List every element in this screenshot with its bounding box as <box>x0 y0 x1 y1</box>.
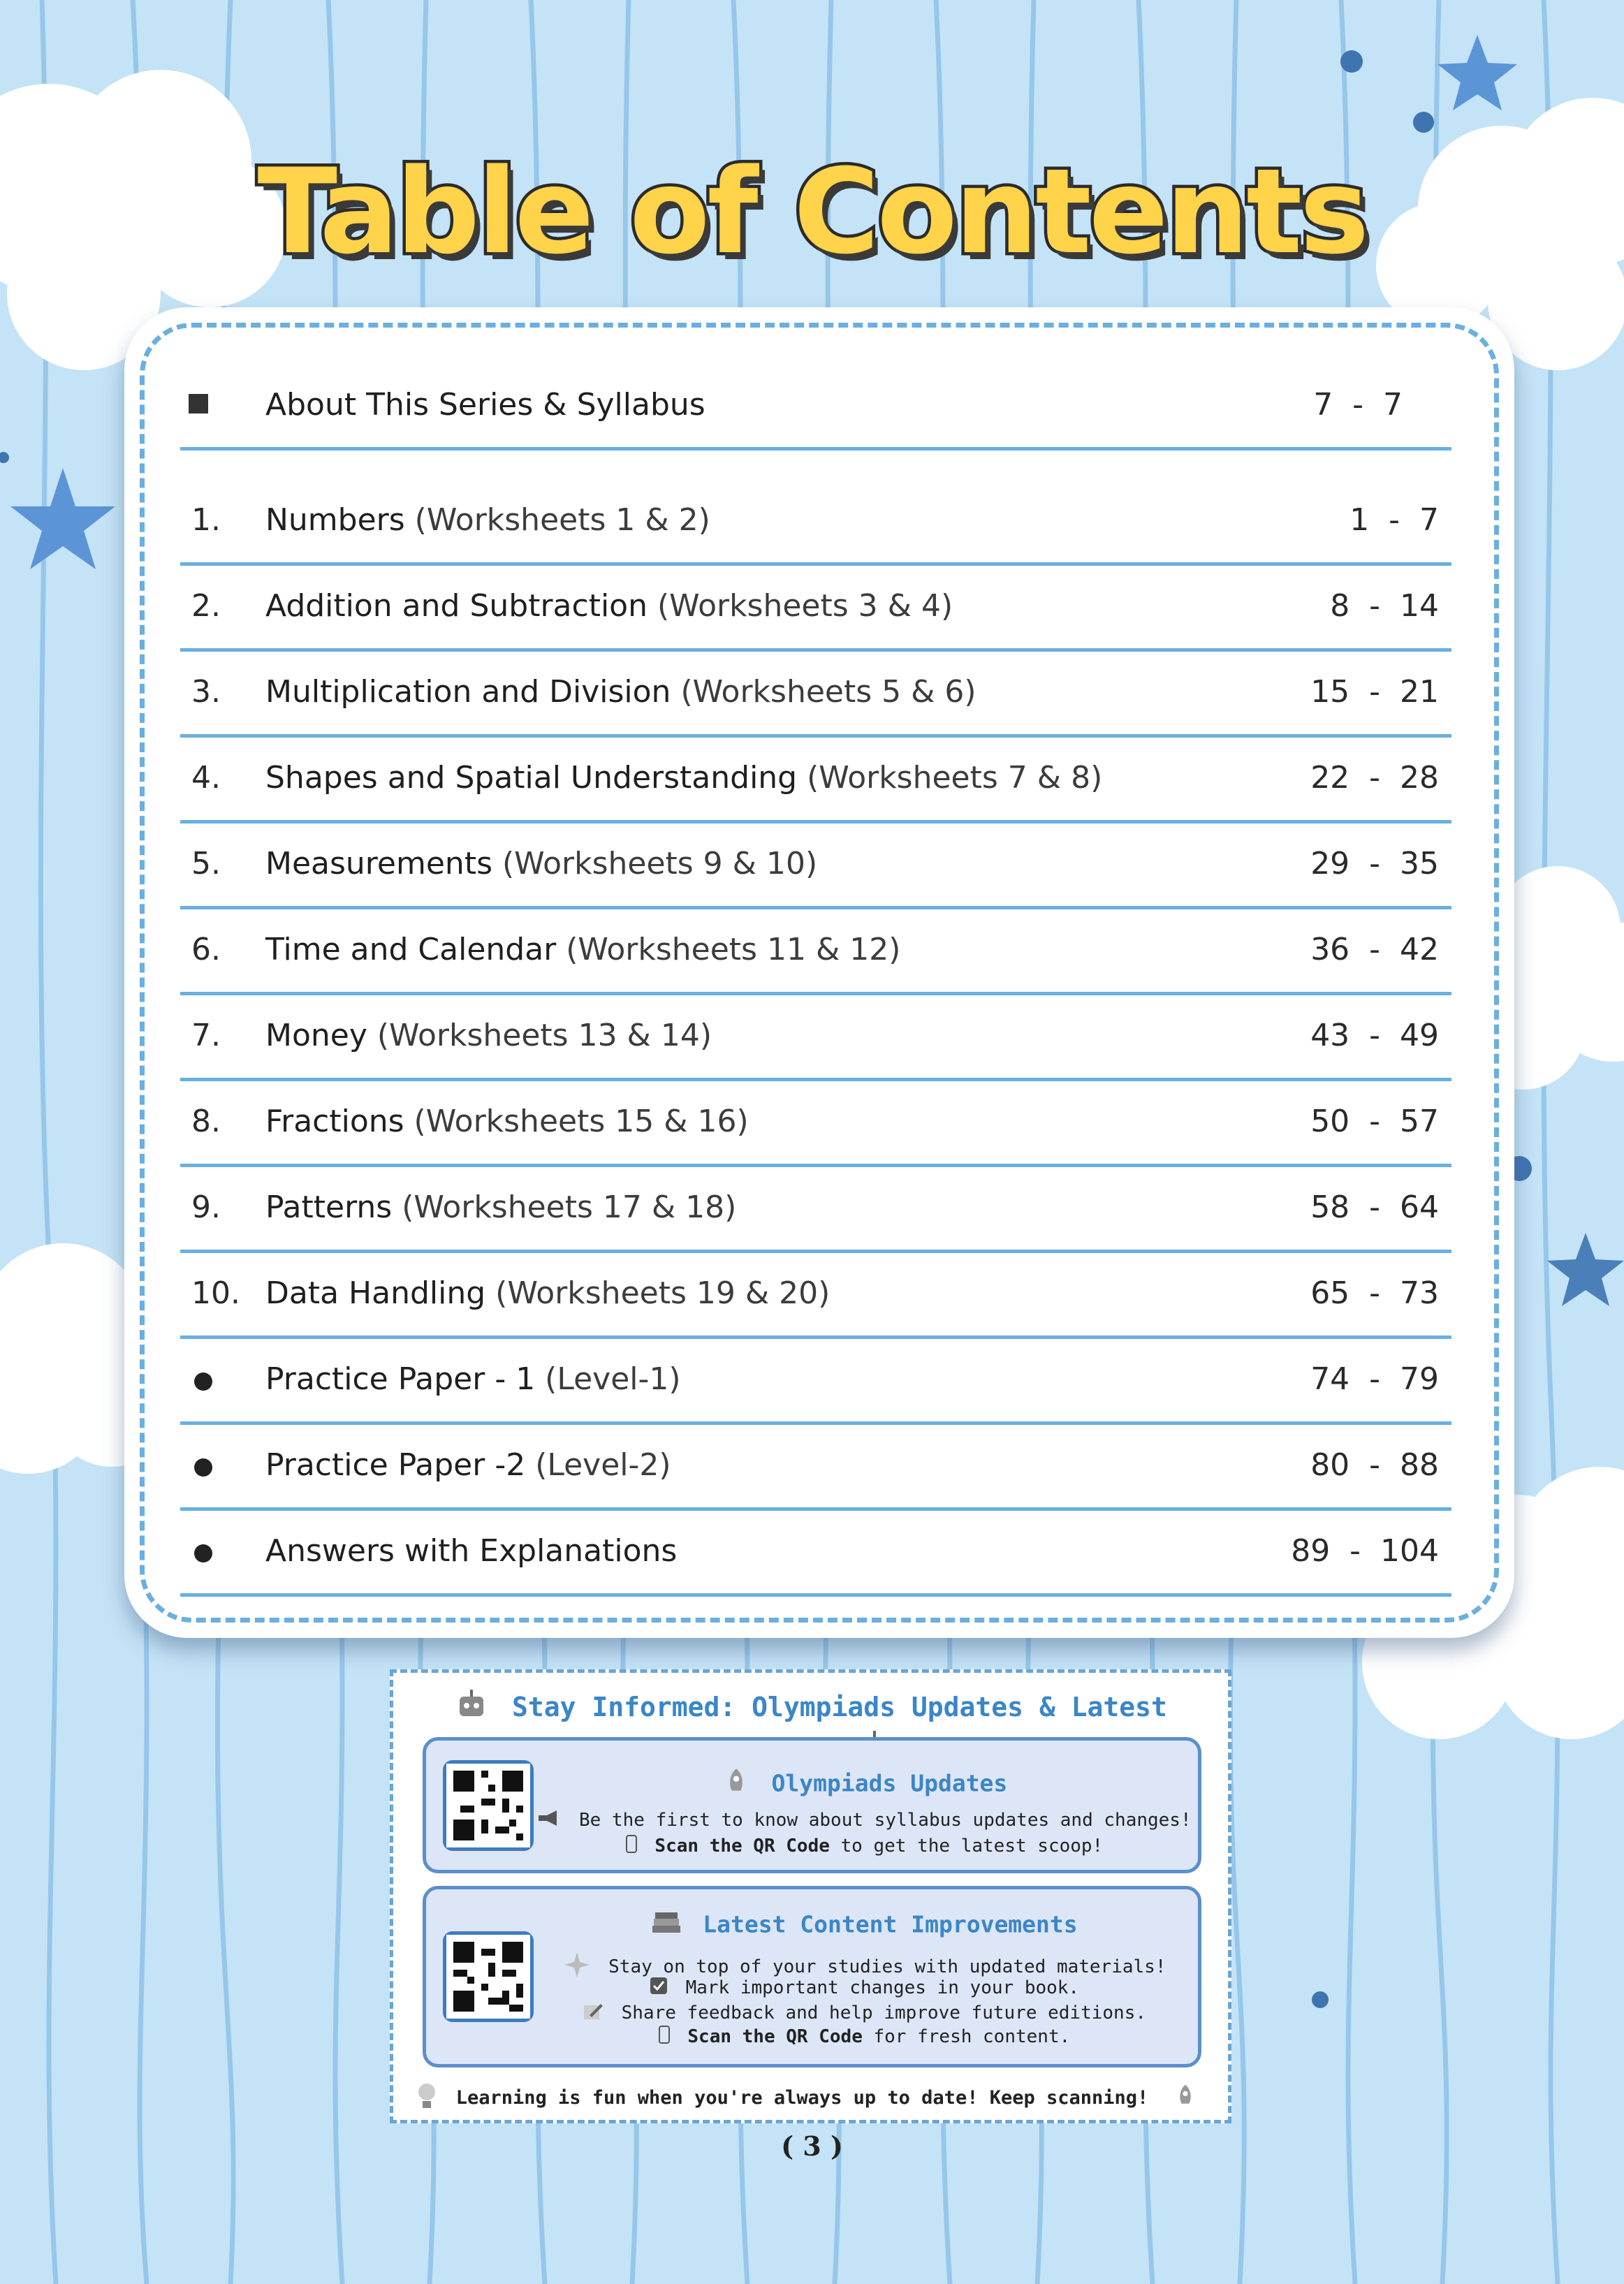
updates-line-1: Be the first to know about syllabus updates and changes! <box>579 1810 1192 1831</box>
updates-scan-label: Scan the QR Code <box>654 1836 830 1857</box>
toc-row-about[interactable] <box>180 363 1451 451</box>
toc-item-title: Answers with Explanations <box>265 1533 678 1569</box>
phone-icon <box>659 2026 670 2049</box>
toc-row[interactable] <box>180 822 1451 909</box>
toc-number: 4. <box>191 760 221 796</box>
megaphone-icon <box>537 1809 561 1832</box>
toc-row-extra[interactable] <box>180 1509 1451 1597</box>
toc-row[interactable] <box>180 1166 1451 1253</box>
lightbulb-icon <box>416 2081 437 2116</box>
content-panel <box>423 1886 1201 2067</box>
toc-item-title: Practice Paper - 1 <box>265 1361 536 1397</box>
page-title: Table of Contents <box>257 143 1367 280</box>
robot-icon <box>454 1688 489 1729</box>
updates-line-2: to get the latest scoop! <box>829 1836 1104 1857</box>
toc-item-level: (Level-1) <box>535 1361 681 1397</box>
toc-chapter-title: Multiplication and Division <box>265 674 671 710</box>
star-left <box>10 468 115 569</box>
toc-chapter-title: Numbers <box>265 502 405 538</box>
toc-item-title: Practice Paper -2 <box>265 1447 526 1483</box>
toc-chapter-title: Money <box>265 1018 367 1053</box>
toc-number: 7. <box>191 1018 221 1053</box>
info-heading: Stay Informed: Olympiads Updates & Latest <box>511 1692 1167 1722</box>
toc-row-extra[interactable] <box>180 1423 1451 1511</box>
phone-icon <box>626 1835 637 1858</box>
toc-number: 1. <box>191 502 221 538</box>
content-scan-label: Scan the QR Code <box>687 2026 863 2047</box>
toc-pages: 7 - 7 <box>1313 387 1403 423</box>
toc-row[interactable] <box>180 994 1451 1081</box>
toc-row[interactable] <box>180 1252 1451 1339</box>
toc-number: 3. <box>191 674 221 710</box>
qr-code-updates[interactable] <box>443 1760 534 1851</box>
toc-worksheets: (Worksheets 7 & 8) <box>797 760 1103 796</box>
toc-pages: 22 - 28 <box>1310 760 1439 796</box>
content-title: Latest Content Improvements <box>703 1910 1078 1938</box>
toc-card <box>124 307 1514 1638</box>
content-line-3: Share feedback and help improve future editions. <box>621 2003 1146 2023</box>
toc-number: 5. <box>191 846 221 881</box>
content-line-4: for fresh content. <box>862 2026 1071 2047</box>
toc-item-level: (Level-2) <box>525 1447 671 1483</box>
toc-row[interactable] <box>180 650 1451 738</box>
content-line-1: Stay on top of your studies with updated materials! <box>608 1956 1166 1977</box>
toc-pages: 50 - 57 <box>1310 1104 1439 1139</box>
toc-pages: 89 - 104 <box>1291 1533 1439 1569</box>
toc-worksheets: (Worksheets 1 & 2) <box>404 502 710 538</box>
square-bullet-icon <box>189 394 208 413</box>
toc-number: 10. <box>191 1275 240 1311</box>
toc-pages: 8 - 14 <box>1330 588 1439 624</box>
stay-informed-box <box>390 1669 1231 2123</box>
updates-panel <box>423 1737 1201 1873</box>
info-footer: Learning is fun when you're always up to date! Keep scanning! <box>455 2087 1149 2109</box>
toc-chapter-title: Time and Calendar <box>265 932 557 967</box>
toc-row-extra[interactable] <box>180 1338 1451 1425</box>
toc-worksheets: (Worksheets 9 & 10) <box>492 846 818 881</box>
toc-pages: 74 - 79 <box>1310 1361 1439 1397</box>
toc-chapter-title: Fractions <box>265 1104 404 1139</box>
toc-row[interactable] <box>180 564 1451 652</box>
toc-pages: 80 - 88 <box>1310 1447 1439 1483</box>
page-number: ( 3 ) <box>781 2130 843 2162</box>
toc-number: 6. <box>191 932 221 967</box>
bullet-icon <box>194 1458 212 1477</box>
qr-code-content[interactable] <box>443 1931 534 2022</box>
toc-row[interactable] <box>180 478 1451 566</box>
bullet-icon <box>194 1372 212 1391</box>
toc-chapter-title: Addition and Subtraction <box>265 588 648 624</box>
toc-pages: 36 - 42 <box>1310 932 1439 967</box>
toc-pages: 65 - 73 <box>1310 1275 1439 1311</box>
toc-worksheets: (Worksheets 3 & 4) <box>647 588 953 624</box>
checkbox-icon <box>650 1977 668 2000</box>
toc-worksheets: (Worksheets 15 & 16) <box>404 1104 749 1139</box>
toc-worksheets: (Worksheets 17 & 18) <box>392 1189 737 1225</box>
updates-title: Olympiads Updates <box>771 1769 1008 1797</box>
pencil-icon <box>583 2001 603 2026</box>
toc-chapter-title: Measurements <box>265 846 492 881</box>
rocket-icon <box>722 1767 751 1802</box>
toc-worksheets: (Worksheets 19 & 20) <box>485 1275 831 1311</box>
toc-number: 9. <box>191 1189 221 1225</box>
toc-worksheets: (Worksheets 13 & 14) <box>367 1018 712 1053</box>
toc-pages: 15 - 21 <box>1310 674 1439 710</box>
star-right <box>1547 1233 1624 1306</box>
toc-worksheets: (Worksheets 11 & 12) <box>556 932 901 967</box>
toc-row[interactable] <box>180 736 1451 823</box>
toc-pages: 1 - 7 <box>1349 502 1439 538</box>
toc-pages: 43 - 49 <box>1310 1018 1439 1053</box>
toc-label: About This Series & Syllabus <box>265 387 705 423</box>
toc-number: 8. <box>191 1104 221 1139</box>
toc-worksheets: (Worksheets 5 & 6) <box>671 674 976 710</box>
books-icon <box>651 1910 682 1941</box>
toc-pages: 58 - 64 <box>1310 1189 1439 1225</box>
bullet-icon <box>194 1544 212 1562</box>
toc-chapter-title: Data Handling <box>265 1275 486 1311</box>
star-top-right <box>1438 35 1517 110</box>
toc-number: 2. <box>191 588 221 624</box>
toc-row[interactable] <box>180 1080 1451 1167</box>
rocket-icon <box>1173 2084 1198 2114</box>
toc-row[interactable] <box>180 908 1451 995</box>
toc-chapter-title: Patterns <box>265 1189 393 1225</box>
content-line-2: Mark important changes in your book. <box>685 1977 1080 1998</box>
toc-pages: 29 - 35 <box>1310 846 1439 881</box>
toc-chapter-title: Shapes and Spatial Understanding <box>265 760 798 796</box>
